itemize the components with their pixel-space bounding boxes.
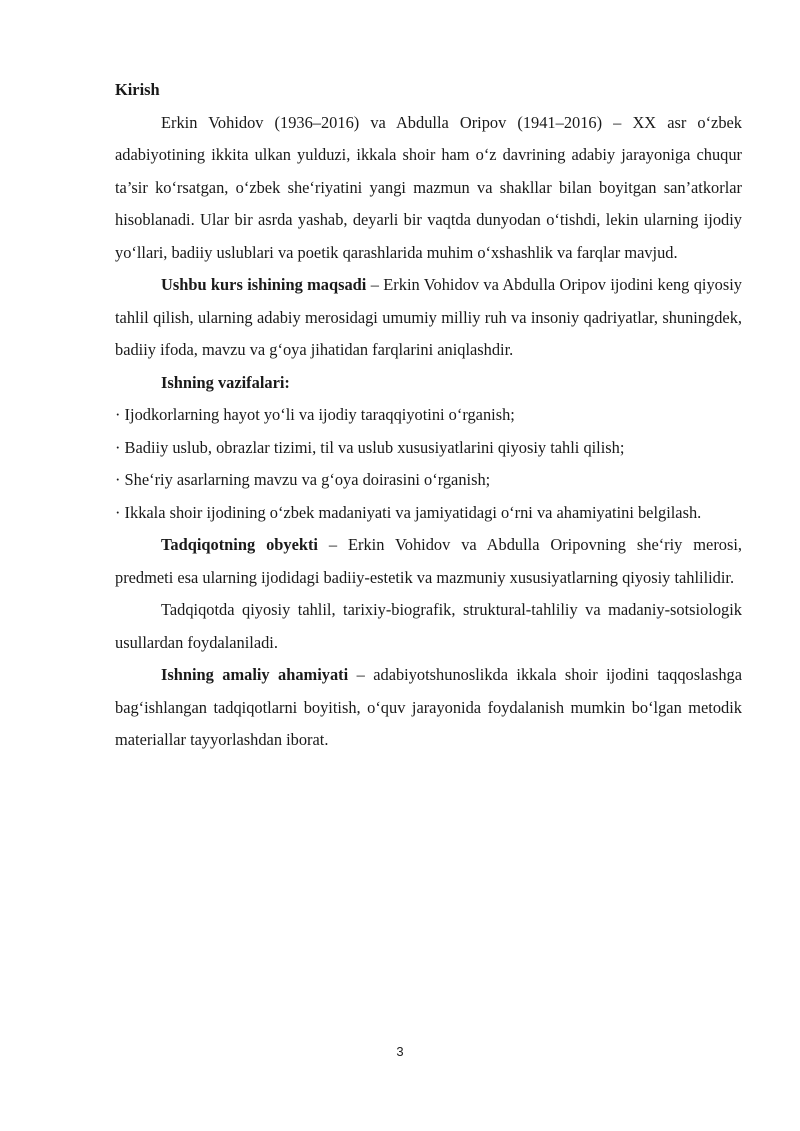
- object-label: Tadqiqotning obyekti: [161, 535, 318, 554]
- list-item: · Ikkala shoir ijodining o‘zbek madaniyati va jamiyatidagi o‘rni va ahamiyatini belgilash.: [115, 502, 702, 522]
- practical-paragraph: [115, 659, 742, 757]
- list-item: · Ijodkorlarning hayot yo‘li va ijodiy taraqqiyotini o‘rganish;: [115, 405, 515, 424]
- intro-paragraph: Erkin Vohidov (1936–2016) va Abdulla Oripov (1941–2016) – XX asr o‘zbek adabiyotining ikkita ulkan yulduzi, ikkala shoir ham o‘z davrining adabiy jarayoniga chuqur ta’sir ko‘rsatgan, o‘zbek she‘riyatini yangi mazmun va shakllar bilan boyitgan san’atkorlar hisoblanadi. Ular bir asrda yashab, deyarli bir vaqtda dunyodan o‘tishdi, lekin ularning ijodiy yo‘llari, badiiy uslublari va poetik qarashlarida muhim o‘xshashlik va farqlar mavjud.: [115, 112, 742, 262]
- list-item: · Badiiy uslub, obrazlar tizimi, til va uslub xususiyatlarini qiyosiy tahli qilish;: [115, 437, 625, 457]
- object-text: – Erkin Vohidov va Abdulla Oripovning she‘riy merosi, predmeti esa ularning ijodidagi badiiy-estetik va mazmuniy xususiyatlarning qiyosiy tahlilidir.: [115, 535, 742, 587]
- section-heading: Kirish: [115, 80, 160, 99]
- practical-text: – adabiyotshunoslikda ikkala shoir ijodini taqqoslashga bag‘ishlangan tadqiqotlarni boyitish, o‘quv jarayonida foydalanish mumkin bo‘lgan metodik materiallar tayyorlashdan iborat.: [115, 665, 742, 749]
- tasks-heading: Ishning vazifalari:: [161, 372, 290, 392]
- methods-paragraph: Tadqiqotda qiyosiy tahlil, tarixiy-biografik, struktural-tahliliy va madaniy-sotsiologik usullardan foydalaniladi.: [115, 600, 742, 652]
- object-paragraph: [115, 529, 742, 594]
- practical-label: Ishning amaliy ahamiyati: [161, 665, 349, 684]
- document-page: [115, 74, 742, 757]
- tasks-list: [115, 399, 742, 529]
- list-item: · She‘riy asarlarning mavzu va g‘oya doirasini o‘rganish;: [115, 470, 491, 489]
- goal-paragraph: [115, 269, 742, 367]
- goal-label: Ushbu kurs ishining maqsadi: [161, 275, 367, 294]
- goal-text: – Erkin Vohidov va Abdulla Oripov ijodini keng qiyosiy tahlil qilish, ularning adabiy merosidagi umumiy milliy ruh va insoniy qadriyatlar, shuningdek, badiiy ifoda, mavzu va g‘oya jihatidan farqlarini aniqlashdir.: [115, 275, 743, 359]
- page-number: 3: [396, 1044, 404, 1059]
